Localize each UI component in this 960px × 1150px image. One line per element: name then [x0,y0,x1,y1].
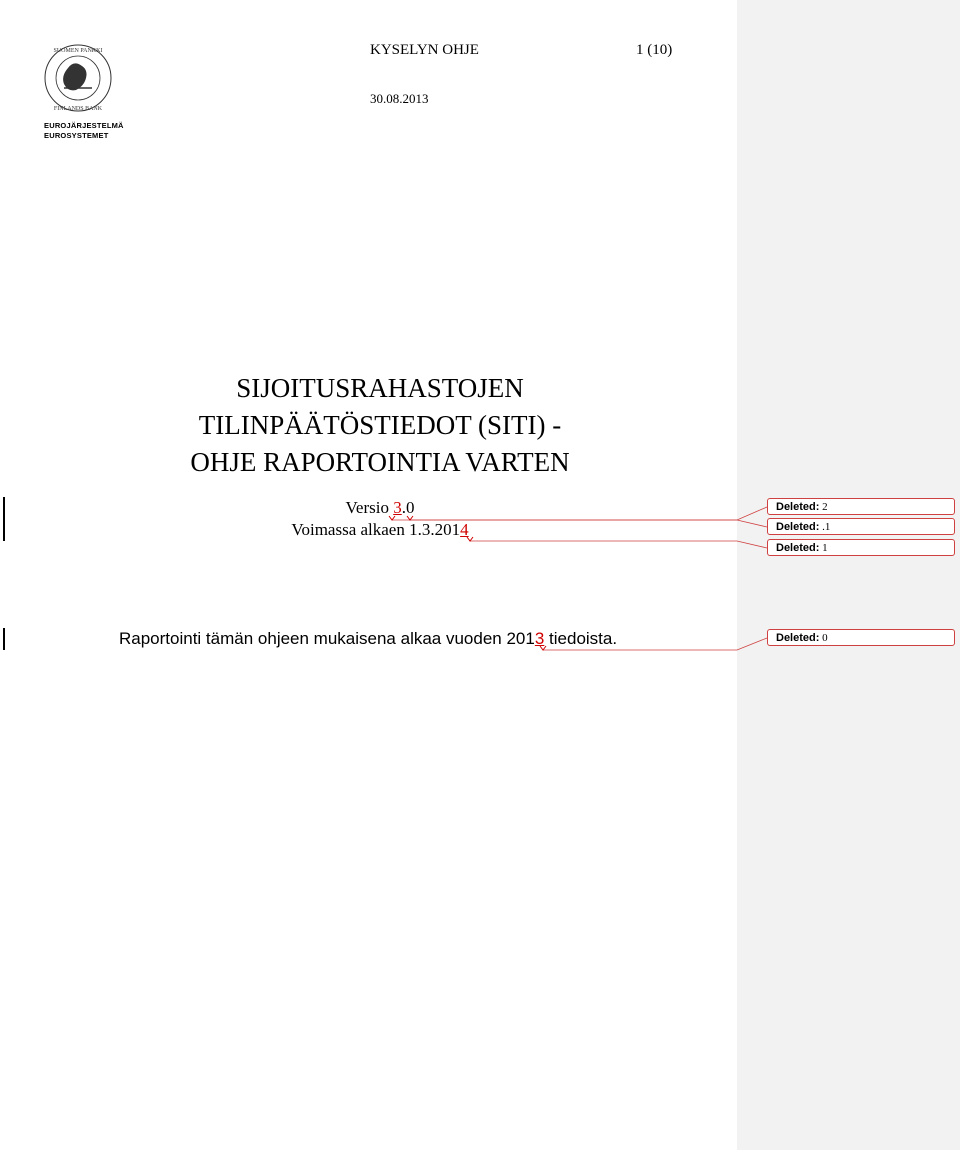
body-inserted-digit: 3 [534,629,545,648]
body-text-after: tiedoista. [544,629,618,648]
version-rest: .0 [401,498,415,517]
version-inserted-digit: 3 [393,498,402,517]
comment-text: 2 [822,501,828,513]
svg-text:SUOMEN PANKKI: SUOMEN PANKKI [53,48,103,54]
comment-label: Deleted: [776,521,820,533]
comment-balloon[interactable] [767,539,955,556]
version-label: Versio [345,498,394,517]
document-title [100,370,660,481]
comment-label: Deleted: [776,632,820,644]
comment-text: .1 [822,521,831,533]
comment-text: 1 [822,542,828,554]
logo-line-eurojarjestelma: EUROJÄRJESTELMÄ [44,121,124,130]
svg-text:FINLANDS BANK: FINLANDS BANK [53,106,103,112]
valid-from-line [100,519,660,541]
valid-from-label: Voimassa alkaen 1.3.201 [291,520,461,539]
body-sentence [119,629,617,649]
title-line-2: TILINPÄÄTÖSTIEDOT (SITI) - [198,410,562,440]
header-title: KYSELYN OHJE [370,42,479,58]
header-page-number: 1 (10) [636,42,673,58]
title-line-3: OHJE RAPORTOINTIA VARTEN [190,447,570,477]
version-line [100,497,660,519]
comment-balloon[interactable] [767,498,955,515]
title-line-1: SIJOITUSRAHASTOJEN [236,373,524,403]
change-bar [3,628,5,650]
comment-balloon[interactable] [767,629,955,646]
comment-margin-pane [737,0,960,1150]
version-block [100,497,660,541]
header-date: 30.08.2013 [370,91,429,106]
comment-balloon[interactable] [767,518,955,535]
valid-from-inserted-digit: 4 [460,520,469,539]
change-bar [3,497,5,541]
logo-line-eurosystemet: EUROSYSTEMET [44,131,109,140]
comment-label: Deleted: [776,542,820,554]
body-text-before: Raportointi tämän ohjeen mukaisena alkaa vuoden 201 [119,629,535,648]
comment-label: Deleted: [776,501,820,513]
comment-text: 0 [822,632,828,644]
